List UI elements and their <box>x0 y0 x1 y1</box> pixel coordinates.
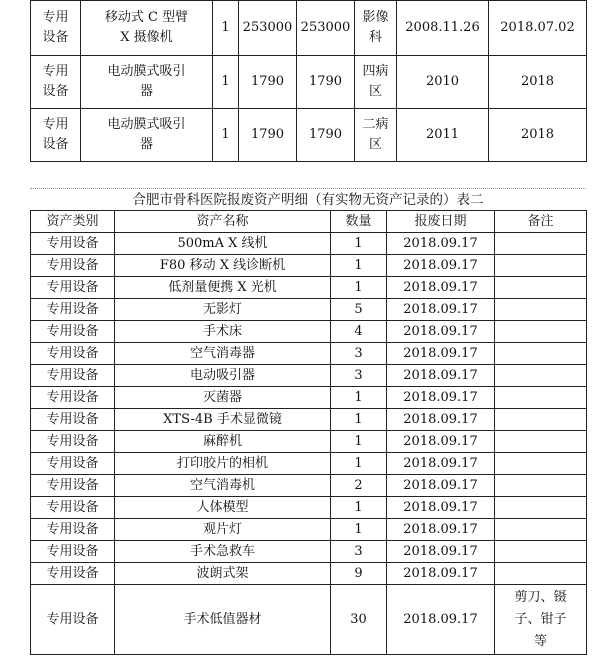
cell-qty: 3 <box>331 541 387 563</box>
cell-name: 电动膜式吸引 器 <box>81 109 213 162</box>
cell-qty: 1 <box>331 519 387 541</box>
cell-note <box>495 277 587 299</box>
cell-name: 打印胶片的相机 <box>115 453 331 475</box>
cell-name: 空气消毒器 <box>115 343 331 365</box>
cell-category: 专用设备 <box>31 277 115 299</box>
cell-date: 2018.09.17 <box>387 409 495 431</box>
cell-name: 电动吸引器 <box>115 365 331 387</box>
cell-note <box>495 563 587 585</box>
cell-qty: 1 <box>331 387 387 409</box>
header-category: 资产类别 <box>31 211 115 233</box>
cell-note <box>495 343 587 365</box>
cell-category: 专用设备 <box>31 453 115 475</box>
cell-note <box>495 541 587 563</box>
table-row <box>31 365 587 387</box>
cell-category: 专用设备 <box>31 519 115 541</box>
cell-note <box>495 453 587 475</box>
header-note: 备注 <box>495 211 587 233</box>
cell-category: 专用设备 <box>31 233 115 255</box>
cell-qty: 3 <box>331 365 387 387</box>
cell-qty: 1 <box>331 233 387 255</box>
cell-end-date: 2018 <box>489 56 587 109</box>
table-row <box>31 299 587 321</box>
cell-date: 2018.09.17 <box>387 387 495 409</box>
table-row <box>31 343 587 365</box>
cell-name: 移动式 C 型臂 X 摄像机 <box>81 1 213 56</box>
cell-date: 2018.09.17 <box>387 541 495 563</box>
cell-name: 无影灯 <box>115 299 331 321</box>
cell-name: 麻醉机 <box>115 431 331 453</box>
table-row <box>31 109 587 162</box>
cell-category: 专用设备 <box>31 365 115 387</box>
cell-qty: 2 <box>331 475 387 497</box>
cell-category: 专用设备 <box>31 585 115 655</box>
table-row <box>31 563 587 585</box>
cell-category: 专用设备 <box>31 497 115 519</box>
cell-date: 2018.09.17 <box>387 497 495 519</box>
cell-qty: 1 <box>331 497 387 519</box>
table-row <box>31 277 587 299</box>
cell-amount: 1790 <box>297 109 355 162</box>
cell-category: 专用设备 <box>31 387 115 409</box>
table-row <box>31 585 587 655</box>
cell-name: F80 移动 X 线诊断机 <box>115 255 331 277</box>
header-name: 资产名称 <box>115 211 331 233</box>
table-row <box>31 56 587 109</box>
cell-note <box>495 409 587 431</box>
cell-dept: 四病 区 <box>355 56 397 109</box>
cell-date: 2018.09.17 <box>387 321 495 343</box>
cell-note <box>495 519 587 541</box>
cell-date: 2018.09.17 <box>387 299 495 321</box>
cell-name: 低剂量便携 X 光机 <box>115 277 331 299</box>
cell-dept: 二病 区 <box>355 109 397 162</box>
cell-name: 灭菌器 <box>115 387 331 409</box>
cell-note <box>495 299 587 321</box>
cell-note <box>495 431 587 453</box>
cell-date: 2018.09.17 <box>387 453 495 475</box>
cell-category: 专用 设备 <box>31 1 81 56</box>
cell-name: 手术低值器材 <box>115 585 331 655</box>
cell-date: 2018.09.17 <box>387 365 495 387</box>
cell-name: 人体模型 <box>115 497 331 519</box>
cell-category: 专用设备 <box>31 431 115 453</box>
cell-name: 波朗式架 <box>115 563 331 585</box>
cell-dept: 影像 科 <box>355 1 397 56</box>
cell-date: 2018.09.17 <box>387 585 495 655</box>
cell-qty: 1 <box>331 255 387 277</box>
table-row <box>31 255 587 277</box>
cell-note <box>495 387 587 409</box>
cell-start-date: 2008.11.26 <box>397 1 489 56</box>
cell-end-date: 2018 <box>489 109 587 162</box>
cell-name: 观片灯 <box>115 519 331 541</box>
cell-category: 专用设备 <box>31 299 115 321</box>
cell-date: 2018.09.17 <box>387 519 495 541</box>
cell-date: 2018.09.17 <box>387 255 495 277</box>
cell-date: 2018.09.17 <box>387 277 495 299</box>
cell-name: XTS-4B 手术显微镜 <box>115 409 331 431</box>
table-row <box>31 475 587 497</box>
cell-name: 电动膜式吸引 器 <box>81 56 213 109</box>
table-row <box>31 519 587 541</box>
cell-qty: 30 <box>331 585 387 655</box>
table-header-row <box>31 211 587 233</box>
table-row <box>31 233 587 255</box>
cell-note: 剪刀、镊 子、钳子 等 <box>495 585 587 655</box>
cell-date: 2018.09.17 <box>387 563 495 585</box>
cell-date: 2018.09.17 <box>387 475 495 497</box>
cell-note <box>495 475 587 497</box>
cell-category: 专用 设备 <box>31 56 81 109</box>
table-row <box>31 321 587 343</box>
cell-qty: 9 <box>331 563 387 585</box>
cell-name: 空气消毒机 <box>115 475 331 497</box>
table-row <box>31 497 587 519</box>
cell-qty: 1 <box>331 409 387 431</box>
top-asset-table <box>30 0 587 162</box>
cell-note <box>495 497 587 519</box>
table-row <box>31 1 587 56</box>
cell-qty: 4 <box>331 321 387 343</box>
table-row <box>31 409 587 431</box>
cell-category: 专用设备 <box>31 409 115 431</box>
cell-start-date: 2011 <box>397 109 489 162</box>
cell-qty: 1 <box>213 56 239 109</box>
cell-amount: 253000 <box>297 1 355 56</box>
cell-category: 专用设备 <box>31 475 115 497</box>
cell-qty: 3 <box>331 343 387 365</box>
table-row <box>31 541 587 563</box>
cell-note <box>495 233 587 255</box>
cell-date: 2018.09.17 <box>387 343 495 365</box>
cell-note <box>495 365 587 387</box>
cell-note <box>495 255 587 277</box>
cell-note <box>495 321 587 343</box>
cell-price: 1790 <box>239 56 297 109</box>
cell-price: 1790 <box>239 109 297 162</box>
cell-category: 专用 设备 <box>31 109 81 162</box>
cell-qty: 5 <box>331 299 387 321</box>
cell-date: 2018.09.17 <box>387 233 495 255</box>
table-caption: 合肥市骨科医院报废资产明细（有实物无资产记录的）表二 <box>30 188 586 211</box>
cell-qty: 1 <box>331 277 387 299</box>
cell-amount: 1790 <box>297 56 355 109</box>
cell-start-date: 2010 <box>397 56 489 109</box>
header-qty: 数量 <box>331 211 387 233</box>
cell-qty: 1 <box>213 1 239 56</box>
table-row <box>31 453 587 475</box>
header-date: 报废日期 <box>387 211 495 233</box>
cell-name: 手术急救车 <box>115 541 331 563</box>
cell-category: 专用设备 <box>31 255 115 277</box>
cell-name: 500mA X 线机 <box>115 233 331 255</box>
cell-category: 专用设备 <box>31 321 115 343</box>
table-row <box>31 431 587 453</box>
cell-date: 2018.09.17 <box>387 431 495 453</box>
cell-category: 专用设备 <box>31 563 115 585</box>
cell-category: 专用设备 <box>31 541 115 563</box>
scrapped-asset-table <box>30 210 587 655</box>
table-row <box>31 387 587 409</box>
cell-price: 253000 <box>239 1 297 56</box>
cell-end-date: 2018.07.02 <box>489 1 587 56</box>
cell-category: 专用设备 <box>31 343 115 365</box>
cell-name: 手术床 <box>115 321 331 343</box>
cell-qty: 1 <box>331 431 387 453</box>
cell-qty: 1 <box>331 453 387 475</box>
cell-qty: 1 <box>213 109 239 162</box>
